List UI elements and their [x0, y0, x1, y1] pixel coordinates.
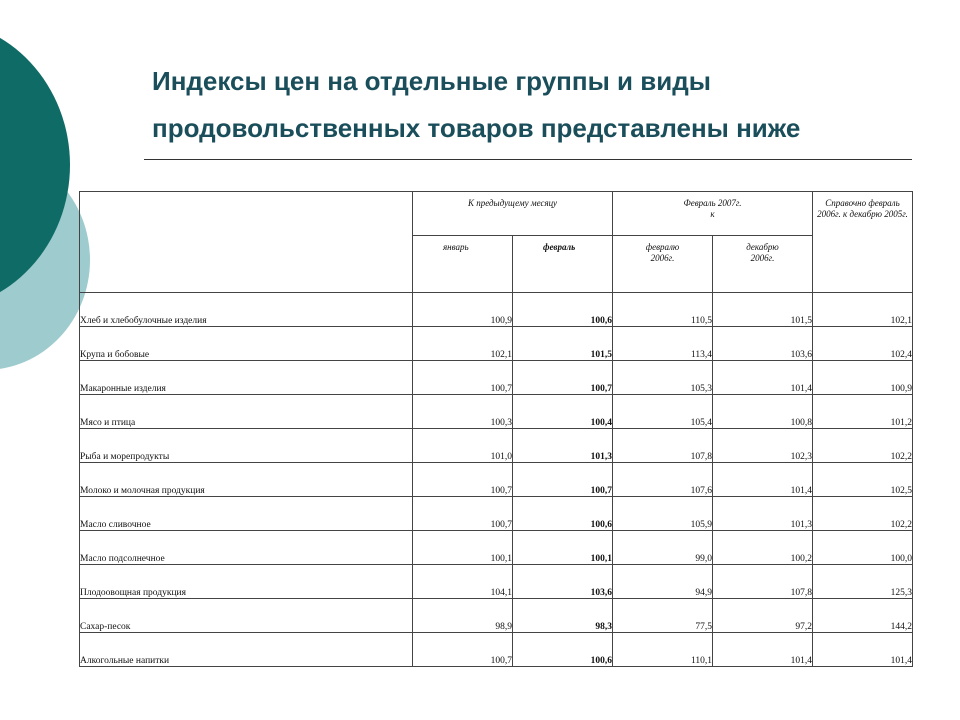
table-row	[80, 429, 913, 463]
row-label: Хлеб и хлебобулочные изделия	[80, 293, 413, 327]
cell-vs-feb-2006: 110,1	[613, 633, 713, 667]
row-label: Масло сливочное	[80, 497, 413, 531]
cell-january: 102,1	[413, 327, 513, 361]
cell-vs-feb-2006: 77,5	[613, 599, 713, 633]
table-row	[80, 463, 913, 497]
row-label: Сахар-песок	[80, 599, 413, 633]
cell-january: 100,1	[413, 531, 513, 565]
cell-vs-dec-2006: 97,2	[713, 599, 813, 633]
cell-february: 100,6	[513, 633, 613, 667]
table-row	[80, 599, 913, 633]
cell-january: 100,7	[413, 463, 513, 497]
cell-vs-feb-2006: 110,5	[613, 293, 713, 327]
header-vs-dec-2006	[713, 236, 813, 293]
row-label: Масло подсолнечное	[80, 531, 413, 565]
cell-reference: 102,2	[813, 429, 913, 463]
header-corner-cell	[80, 192, 413, 293]
cell-reference: 144,2	[813, 599, 913, 633]
header-vs-feb-2006-label: февралю 2006г.	[645, 242, 680, 263]
cell-january: 98,9	[413, 599, 513, 633]
cell-vs-dec-2006: 102,3	[713, 429, 813, 463]
cell-january: 100,7	[413, 361, 513, 395]
row-label: Алкогольные напитки	[80, 633, 413, 667]
header-reference	[813, 192, 913, 293]
cell-february: 100,1	[513, 531, 613, 565]
cell-vs-dec-2006: 101,4	[713, 361, 813, 395]
slide-title-line-1: Индексы цен на отдельные группы и виды	[152, 66, 711, 96]
cell-reference: 102,4	[813, 327, 913, 361]
cell-reference: 102,5	[813, 463, 913, 497]
cell-reference: 102,1	[813, 293, 913, 327]
cell-february: 100,7	[513, 463, 613, 497]
cell-february: 101,5	[513, 327, 613, 361]
cell-vs-feb-2006: 105,4	[613, 395, 713, 429]
cell-january: 101,0	[413, 429, 513, 463]
cell-vs-feb-2006: 113,4	[613, 327, 713, 361]
header-january-label: январь	[443, 242, 469, 252]
table-row	[80, 395, 913, 429]
header-february	[513, 236, 613, 293]
slide-title-line-2: продовольственных товаров представлены ниже	[152, 113, 801, 143]
header-february-label: февраль	[543, 242, 576, 252]
price-index-table	[79, 191, 913, 667]
header-row-groups	[80, 192, 913, 236]
row-label: Плодоовощная продукция	[80, 565, 413, 599]
cell-vs-dec-2006: 101,4	[713, 633, 813, 667]
cell-february: 98,3	[513, 599, 613, 633]
header-prev-month	[413, 192, 613, 236]
title-divider	[144, 159, 912, 160]
cell-vs-dec-2006: 107,8	[713, 565, 813, 599]
cell-february: 103,6	[513, 565, 613, 599]
cell-vs-feb-2006: 94,9	[613, 565, 713, 599]
cell-reference: 102,2	[813, 497, 913, 531]
table-row	[80, 633, 913, 667]
row-label: Крупа и бобовые	[80, 327, 413, 361]
header-vs-dec-2006-label: декабрю 2006г.	[746, 242, 779, 263]
table-row	[80, 293, 913, 327]
row-label: Рыба и морепродукты	[80, 429, 413, 463]
cell-february: 100,4	[513, 395, 613, 429]
cell-reference: 100,9	[813, 361, 913, 395]
cell-reference: 101,2	[813, 395, 913, 429]
row-label: Макаронные изделия	[80, 361, 413, 395]
header-vs-feb-2006	[613, 236, 713, 293]
cell-reference: 100,0	[813, 531, 913, 565]
cell-february: 100,7	[513, 361, 613, 395]
header-reference-label: Справочно февраль 2006г. к декабрю 2005г.	[817, 198, 908, 219]
table-row	[80, 531, 913, 565]
row-label: Молоко и молочная продукция	[80, 463, 413, 497]
cell-vs-dec-2006: 103,6	[713, 327, 813, 361]
cell-vs-dec-2006: 101,5	[713, 293, 813, 327]
cell-january: 100,7	[413, 497, 513, 531]
header-prev-month-label: К предыдущему месяцу	[467, 198, 558, 208]
header-feb-2007-label: Февраль 2007г. к	[683, 198, 742, 219]
header-feb-2007	[613, 192, 813, 236]
table-row	[80, 327, 913, 361]
cell-reference: 101,4	[813, 633, 913, 667]
cell-vs-feb-2006: 107,8	[613, 429, 713, 463]
cell-february: 100,6	[513, 293, 613, 327]
cell-vs-feb-2006: 99,0	[613, 531, 713, 565]
cell-january: 100,7	[413, 633, 513, 667]
slide-title	[152, 58, 912, 152]
cell-february: 101,3	[513, 429, 613, 463]
cell-vs-feb-2006: 107,6	[613, 463, 713, 497]
cell-february: 100,6	[513, 497, 613, 531]
cell-vs-feb-2006: 105,3	[613, 361, 713, 395]
cell-vs-dec-2006: 101,4	[713, 463, 813, 497]
cell-january: 104,1	[413, 565, 513, 599]
table-row	[80, 497, 913, 531]
cell-vs-dec-2006: 100,8	[713, 395, 813, 429]
cell-reference: 125,3	[813, 565, 913, 599]
cell-vs-dec-2006: 100,2	[713, 531, 813, 565]
cell-vs-feb-2006: 105,9	[613, 497, 713, 531]
cell-vs-dec-2006: 101,3	[713, 497, 813, 531]
header-january	[413, 236, 513, 293]
cell-january: 100,3	[413, 395, 513, 429]
row-label: Мясо и птица	[80, 395, 413, 429]
table-row	[80, 361, 913, 395]
table-row	[80, 565, 913, 599]
cell-january: 100,9	[413, 293, 513, 327]
